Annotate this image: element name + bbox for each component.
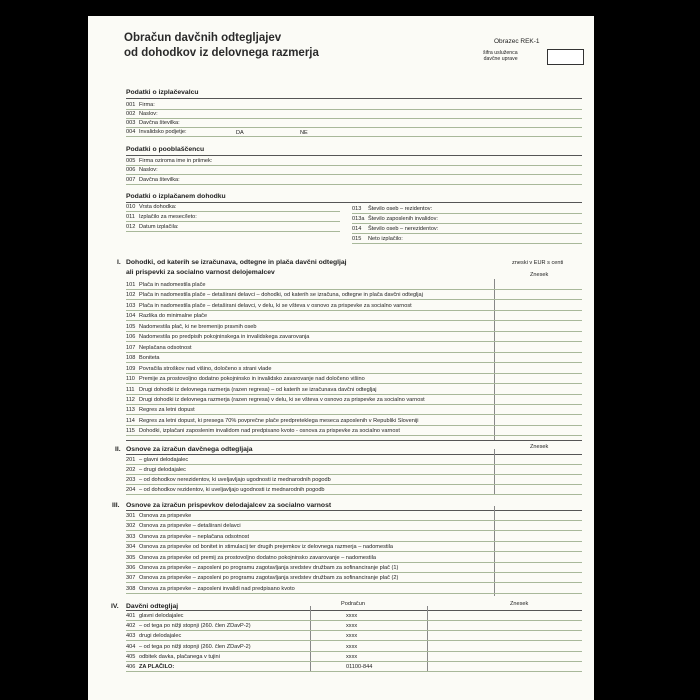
form-row (126, 397, 425, 403)
row-label: Naslov: (139, 167, 158, 173)
account-number: 01100-844 (346, 664, 373, 670)
row-entry-line[interactable] (126, 320, 582, 321)
row-entry-line[interactable] (126, 136, 582, 137)
row-number: 115 (126, 428, 135, 434)
row-number: 308 (126, 586, 136, 592)
form-row (126, 102, 155, 108)
form-title-line2: od dohodkov iz delovnega razmerja (124, 47, 319, 59)
form-row (126, 324, 257, 330)
row-label: Drugi dohodki iz delovnega razmerja (razen regresa) – od katerih se izračunava davčni odtegljaj (139, 387, 377, 393)
row-number: 406 (126, 664, 136, 670)
row-label: Izplačilo za mesec/leto: (139, 214, 197, 220)
row-number: 404 (126, 644, 136, 650)
row-label: Število zaposlenih invalidov: (368, 216, 438, 222)
row-number: 113 (126, 407, 135, 413)
row-number: 013a (352, 216, 365, 222)
row-label: Osnova za prispevke – detaširani delavci (139, 523, 241, 529)
form-row (126, 303, 412, 309)
row-label: Davčna številka: (139, 177, 180, 183)
row-label: – drugi delodajalec (139, 467, 186, 473)
section-divider (126, 202, 582, 203)
form-row (126, 418, 419, 424)
row-number: 303 (126, 534, 136, 540)
row-number: 111 (126, 387, 135, 393)
row-entry-line[interactable] (126, 211, 340, 212)
row-label: Invalidsko podjetje: (139, 129, 187, 135)
form-row (126, 513, 191, 519)
row-number: 001 (126, 102, 136, 108)
section1-heading-line2: ali prispevki za socialno varnost delojemalcev (126, 269, 275, 276)
row-label: Razlika do minimalne plače (139, 313, 208, 319)
row-number: 403 (126, 633, 136, 639)
row-number: 003 (126, 120, 136, 126)
row-entry-line[interactable] (126, 231, 340, 232)
section2-amount-header: Znesek (530, 444, 549, 450)
row-number: 102 (126, 292, 136, 298)
row-entry-line[interactable] (126, 474, 582, 475)
row-number: 301 (126, 513, 136, 519)
row-entry-line[interactable] (126, 341, 582, 342)
row-entry-line[interactable] (352, 233, 582, 234)
form-row (126, 544, 393, 550)
section-divider (126, 98, 582, 99)
form-row (126, 345, 192, 351)
form-row (126, 214, 197, 220)
account-number: xxxx (346, 654, 358, 660)
row-number: 105 (126, 324, 136, 330)
row-label: glavni delodajalec (139, 613, 184, 619)
row-entry-line[interactable] (126, 383, 582, 384)
row-number: 006 (126, 167, 136, 173)
row-number: 015 (352, 236, 362, 242)
row-label: Datum izplačila: (139, 224, 179, 230)
section1-amount-header: Znesek (530, 272, 549, 278)
row-label: Osnova za prispevke – zaposleni po programu zagotavljanja sredstev družbam za sofinanciranje plač (2) (139, 575, 399, 581)
row-label: Število oseb – rezidentov: (368, 206, 433, 212)
form-row (126, 654, 220, 660)
row-label: Naslov: (139, 111, 158, 117)
row-number: 108 (126, 355, 136, 361)
row-entry-line[interactable] (352, 223, 582, 224)
form-row (126, 111, 158, 117)
row-label: – glavni delodajalec (139, 457, 189, 463)
row-entry-line[interactable] (126, 352, 582, 353)
row-label: ZA PLAČILO: (139, 664, 175, 670)
form-row (126, 204, 176, 210)
form-row (352, 206, 432, 212)
row-number: 011 (126, 214, 135, 220)
row-entry-line[interactable] (126, 572, 582, 573)
row-number: 114 (126, 418, 135, 424)
row-entry-line[interactable] (126, 640, 582, 641)
row-number: 305 (126, 555, 136, 561)
form-row (126, 334, 309, 340)
row-entry-line[interactable] (126, 494, 582, 495)
row-number: 202 (126, 467, 136, 473)
section3-heading: Osnove za izračun prispevkov delodajalcev za socialno varnost (126, 502, 332, 509)
row-entry-line[interactable] (126, 362, 582, 363)
row-label: Drugi dohodki iz delovnega razmerja (razen regresa) v delu, ki se všteva v osnovo za prispevke za socialno varnost (139, 397, 425, 403)
row-entry-line[interactable] (126, 394, 582, 395)
row-entry-line[interactable] (126, 661, 582, 662)
row-entry-line[interactable] (126, 593, 582, 594)
row-entry-line[interactable] (126, 221, 340, 222)
row-number: 004 (126, 129, 136, 135)
row-number: 402 (126, 623, 136, 629)
row-entry-line[interactable] (126, 520, 582, 521)
row-label: Osnova za prispevke – zaposleni po programu zagotavljanja sredstev družbam za sofinanciranje plač (1) (139, 565, 399, 571)
row-label: Regres za letni dopust, ki presega 70% povprečne plače predpreteklega meseca zaposlenih v Republiki Sloveniji (139, 418, 419, 424)
row-label: Nadomestila plač, ki ne bremenijo pravnih oseb (139, 324, 257, 330)
row-entry-line[interactable] (126, 310, 582, 311)
row-entry-line[interactable] (126, 620, 582, 621)
form-code: Obrazec REK-1 (494, 38, 540, 45)
row-label: Premije za prostovoljno dodatno pokojninsko in invalidsko zavarovanje nad določeno višino (139, 376, 365, 382)
form-row (352, 226, 438, 232)
form-row (126, 487, 325, 493)
form-row (126, 623, 251, 629)
row-label: Boniteta (139, 355, 160, 361)
row-label: Osnova za prispevke (139, 513, 192, 519)
form-row (126, 167, 158, 173)
form-row (126, 555, 376, 561)
row-label: Regres za letni dopust (139, 407, 195, 413)
income-heading: Podatki o izplačanem dohodku (126, 193, 226, 200)
section1-roman: I. (117, 259, 121, 266)
account-number: xxxx (346, 633, 358, 639)
row-label: Povračila stroškov nad višino, določeno s strani vlade (139, 366, 272, 372)
form-row (126, 292, 423, 298)
row-label: Dohodki, izplačani zaposlenim invalidom nad predpisano kvoto - osnova za prispevke za socialno varnost (139, 428, 400, 434)
row-entry-line[interactable] (126, 541, 582, 542)
row-label: Osnova za prispevke od premij za prostovoljno dodatno pokojninsko zavarovanje – nadomestila (139, 555, 376, 561)
disabled-company-yes[interactable]: DA (236, 130, 244, 136)
row-number: 307 (126, 575, 136, 581)
row-entry-line[interactable] (126, 414, 582, 415)
amount-column-divider (494, 279, 495, 440)
row-number: 405 (126, 654, 136, 660)
form-row (126, 376, 365, 382)
row-entry-line[interactable] (126, 551, 582, 552)
section4-roman: IV. (111, 603, 119, 610)
form-row (126, 387, 377, 393)
row-label: Firma oziroma ime in priimek: (139, 158, 213, 164)
row-label: Nadomestila po predpisih pokojninskega in invalidskega zavarovanja (139, 334, 310, 340)
row-label: – od dohodkov rezidentov, ki uveljavljajo ugodnosti iz mednarodnih pogodb (139, 487, 325, 493)
section-divider (126, 510, 582, 511)
form-row (126, 534, 249, 540)
row-label: Plača in nadomestila plače – detaširani delavci, v delu, ki se všteva v osnovo za prispevke za socialno varnost (139, 303, 412, 309)
row-number: 204 (126, 487, 136, 493)
form-row (126, 477, 331, 483)
account-number: xxxx (346, 613, 358, 619)
section4-amount-header: Znesek (510, 601, 529, 607)
row-label: Osnova za prispevke – zaposleni invalidi nad predpisano kvoto (139, 586, 295, 592)
office-code-field[interactable] (547, 49, 584, 65)
row-entry-line[interactable] (126, 299, 582, 300)
form-row (126, 224, 178, 230)
row-entry-line[interactable] (126, 671, 582, 672)
row-entry-line[interactable] (126, 127, 582, 128)
row-entry-line[interactable] (126, 373, 582, 374)
row-entry-line[interactable] (126, 118, 582, 119)
form-row (352, 216, 438, 222)
section-divider (126, 155, 582, 156)
row-entry-line[interactable] (126, 435, 582, 436)
row-entry-line[interactable] (126, 289, 582, 290)
form-row (126, 158, 212, 164)
section-divider (126, 454, 582, 455)
section-divider (126, 610, 582, 611)
form-row (352, 236, 403, 242)
row-entry-line[interactable] (126, 582, 582, 583)
form-row (126, 664, 174, 670)
row-number: 101 (126, 282, 136, 288)
form-row (126, 120, 180, 126)
row-label: – od tega po nižji stopnji (260. člen ZDavP-2) (139, 623, 251, 629)
agent-heading: Podatki o pooblaščencu (126, 146, 205, 153)
row-number: 103 (126, 303, 136, 309)
row-entry-line[interactable] (126, 184, 582, 185)
row-entry-line[interactable] (126, 331, 582, 332)
row-label: – od dohodkov nerezidentov, ki uveljavljajo ugodnosti iz mednarodnih pogodb (139, 477, 331, 483)
form-row (126, 428, 400, 434)
row-entry-line[interactable] (126, 404, 582, 405)
form-row (126, 129, 187, 135)
row-number: 302 (126, 523, 136, 529)
form-row (126, 313, 207, 319)
row-entry-line[interactable] (126, 464, 582, 465)
row-label: Neto izplačilo: (368, 236, 403, 242)
account-number: xxxx (346, 623, 358, 629)
row-number: 401 (126, 613, 136, 619)
form-row (126, 467, 186, 473)
form-row (126, 523, 241, 529)
form-row (126, 565, 398, 571)
form-row (126, 613, 183, 619)
row-number: 104 (126, 313, 136, 319)
form-row (126, 644, 251, 650)
form-row (126, 575, 398, 581)
section-divider (126, 440, 582, 441)
row-label: Število oseb – nerezidentov: (368, 226, 439, 232)
row-entry-line[interactable] (352, 243, 582, 244)
row-number: 014 (352, 226, 362, 232)
row-label: Firma: (139, 102, 155, 108)
row-entry-line[interactable] (126, 651, 582, 652)
account-column-divider (310, 606, 311, 672)
form-sheet (88, 16, 594, 700)
row-number: 013 (352, 206, 362, 212)
section4-heading: Davčni odtegljaj (126, 603, 179, 610)
section3-roman: III. (112, 502, 120, 509)
row-number: 002 (126, 111, 136, 117)
amount-column-divider (427, 606, 428, 672)
form-row (126, 355, 160, 361)
form-row (126, 282, 206, 288)
row-label: Vrsta dohodka: (139, 204, 177, 210)
row-label: drugi delodajalec (139, 633, 182, 639)
row-label: Neplačana odsotnost (139, 345, 192, 351)
form-title-line1: Obračun davčnih odtegljajev (124, 32, 282, 44)
form-row (126, 366, 271, 372)
row-label: Davčna številka: (139, 120, 180, 126)
row-entry-line[interactable] (126, 425, 582, 426)
payer-heading: Podatki o izplačevalcu (126, 89, 199, 96)
row-label: Osnova za prispevke – neplačana odsotnost (139, 534, 250, 540)
row-number: 010 (126, 204, 136, 210)
row-entry-line[interactable] (126, 165, 582, 166)
account-number: xxxx (346, 644, 358, 650)
row-number: 203 (126, 477, 136, 483)
section4-account-header: Podračun (341, 601, 365, 607)
section2-roman: II. (115, 446, 121, 453)
office-code-label-line1: šifra usluženca (483, 50, 518, 56)
row-entry-line[interactable] (126, 530, 582, 531)
section2-heading: Osnove za izračun davčnega odtegljaja (126, 446, 253, 453)
form-row (126, 633, 181, 639)
row-entry-line[interactable] (126, 630, 582, 631)
row-entry-line[interactable] (126, 174, 582, 175)
row-label: Plača in nadomestila plače (139, 282, 206, 288)
row-entry-line[interactable] (126, 562, 582, 563)
row-label: Plača in nadomestila plače – detaširani delavci – dohodki, od katerih se izračuna, odtegne in plača davčni odtegljaj (139, 292, 423, 298)
row-number: 109 (126, 366, 136, 372)
row-number: 007 (126, 177, 136, 183)
row-number: 005 (126, 158, 136, 164)
form-row (126, 407, 195, 413)
amount-column-divider (494, 449, 495, 495)
row-number: 306 (126, 565, 136, 571)
row-entry-line[interactable] (126, 109, 582, 110)
form-row (126, 586, 295, 592)
row-number: 107 (126, 345, 136, 351)
row-number: 112 (126, 397, 135, 403)
row-number: 304 (126, 544, 136, 550)
row-label: odbitek davka, plačanega v tujini (139, 654, 220, 660)
form-row (126, 457, 188, 463)
disabled-company-no[interactable]: NE (300, 130, 308, 136)
row-label: – od tega po nižji stopnji (260. člen ZDavP-2) (139, 644, 251, 650)
row-number: 106 (126, 334, 136, 340)
row-label: Osnova za prispevke od bonitet in stimulacij ter drugih prejemkov iz delovnega razmerja – nadomestila (139, 544, 394, 550)
row-number: 110 (126, 376, 135, 382)
office-code-label (483, 50, 518, 62)
row-number: 201 (126, 457, 136, 463)
row-entry-line[interactable] (126, 484, 582, 485)
currency-note: zneski v EUR s centi (512, 260, 564, 266)
office-code-label-line2: davčne uprave (483, 56, 518, 62)
row-number: 012 (126, 224, 136, 230)
section1-heading-line1: Dohodki, od katerih se izračunava, odtegne in plača davčni odtegljaj (126, 259, 347, 266)
row-entry-line[interactable] (352, 213, 582, 214)
form-row (126, 177, 180, 183)
